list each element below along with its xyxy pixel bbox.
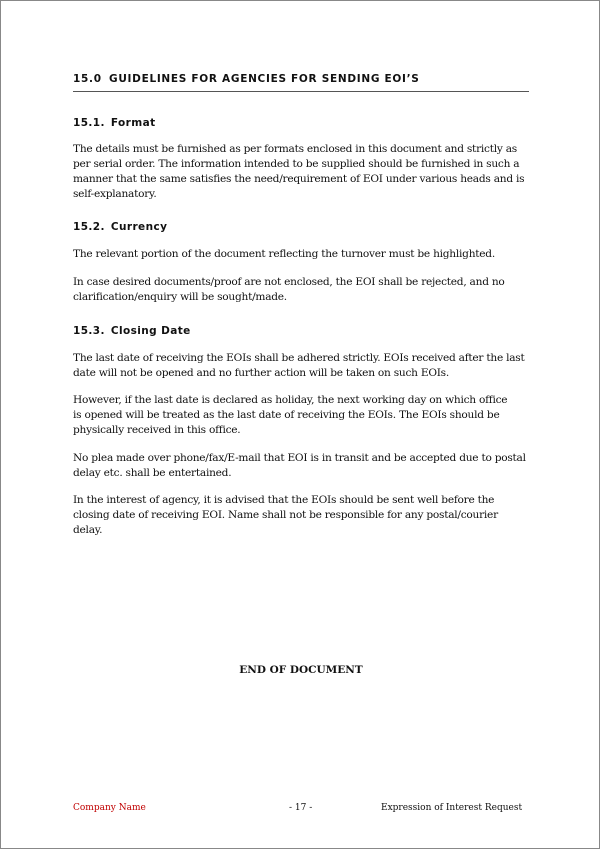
closing-date-paragraph-4 <box>73 493 533 538</box>
subsection-heading-format <box>73 117 156 129</box>
text-line: closing date of receiving EOI. Name shall not be responsible for any postal/courier <box>73 509 498 521</box>
subsection-number: 15.3. <box>73 325 105 337</box>
text-line: per serial order. The information intended to be supplied should be furnished in such a <box>73 158 520 170</box>
text-line: delay. <box>73 524 103 536</box>
currency-paragraph-1 <box>73 247 533 262</box>
subsection-number: 15.2. <box>73 221 105 233</box>
text-line: No plea made over phone/fax/E-mail that EOI is in transit and be accepted due to postal <box>73 452 526 464</box>
footer-company-name: Company Name <box>73 803 146 813</box>
section-number: 15.0 <box>73 73 102 85</box>
subsection-number: 15.1. <box>73 117 105 129</box>
footer-page-number: - 17 - <box>289 803 313 813</box>
section-heading <box>73 73 529 92</box>
text-line: The last date of receiving the EOIs shall be adhered strictly. EOIs received after the last <box>73 352 525 364</box>
subsection-heading-closing-date <box>73 325 191 337</box>
text-line: The relevant portion of the document reflecting the turnover must be highlighted. <box>73 248 495 260</box>
closing-date-paragraph-1 <box>73 351 533 381</box>
text-line: manner that the same satisfies the need/requirement of EOI under various heads and is <box>73 173 525 185</box>
text-line: is opened will be treated as the last date of receiving the EOIs. The EOIs should be <box>73 409 500 421</box>
subsection-title: Closing Date <box>110 325 191 337</box>
closing-date-paragraph-3 <box>73 451 533 481</box>
text-line: However, if the last date is declared as holiday, the next working day on which office <box>73 394 508 406</box>
end-of-document-text: END OF DOCUMENT <box>239 664 363 676</box>
text-line: The details must be furnished as per formats enclosed in this document and strictly as <box>73 143 517 155</box>
text-line: delay etc. shall be entertained. <box>73 467 232 479</box>
text-line: clarification/enquiry will be sought/made. <box>73 291 287 303</box>
section-title: GUIDELINES FOR AGENCIES FOR SENDING EOI’S <box>109 73 420 85</box>
text-line: In case desired documents/proof are not enclosed, the EOI shall be rejected, and no <box>73 276 505 288</box>
format-paragraph <box>73 142 533 202</box>
footer-document-title: Expression of Interest Request <box>381 803 523 813</box>
subsection-title: Format <box>110 117 156 129</box>
subsection-heading-currency <box>73 221 167 233</box>
text-line: self-explanatory. <box>73 188 157 200</box>
text-line: physically received in this office. <box>73 424 241 436</box>
subsection-title: Currency <box>110 221 168 233</box>
text-line: date will not be opened and no further action will be taken on such EOIs. <box>73 367 449 379</box>
text-line: In the interest of agency, it is advised that the EOIs should be sent well before the <box>73 494 495 506</box>
closing-date-paragraph-2 <box>73 393 533 438</box>
currency-paragraph-2 <box>73 275 533 305</box>
